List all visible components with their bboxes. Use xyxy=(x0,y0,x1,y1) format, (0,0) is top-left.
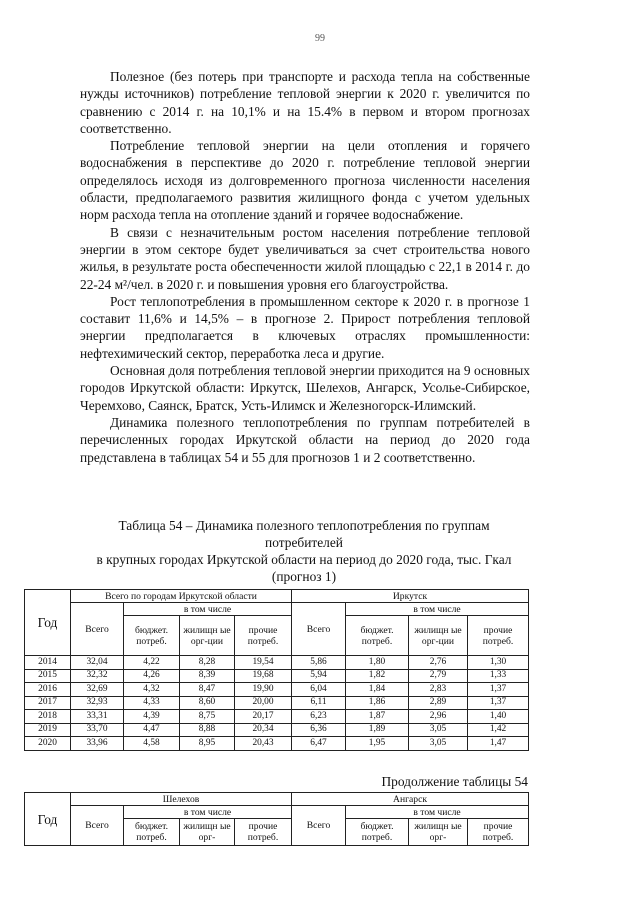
cell-value: 2,89 xyxy=(409,696,468,710)
cell-value: 4,26 xyxy=(124,669,180,683)
paragraph-5: Основная доля потребления тепловой энергии приходится на 9 основных городов Иркутской области: Иркутск, Шелехов, Ангарск, Усолье-Сибирское, Черемхово, Саянск, Братск, Усть-Илимск и Железногорск-Илимский. xyxy=(80,363,530,413)
cell-value: 32,04 xyxy=(71,656,124,670)
cell-value: 8,95 xyxy=(180,737,235,751)
cell-value: 2,96 xyxy=(409,710,468,724)
table-row xyxy=(25,683,529,697)
header-budget: бюджет. потреб. xyxy=(124,819,180,846)
cell-value: 1,80 xyxy=(346,656,409,670)
cell-value: 32,32 xyxy=(71,669,124,683)
header-budget: бюджет. потреб. xyxy=(346,819,409,846)
cell-value: 5,94 xyxy=(292,669,346,683)
cell-value: 8,75 xyxy=(180,710,235,724)
table-row xyxy=(25,656,529,670)
paragraph-1: Полезное (без потерь при транспорте и расхода тепла на собственные нужды источников) потребление тепловой энергии к 2020 г. увеличится по сравнению с 2014 г. на 10,1% и на 15.4% в первом и втором прогнозах соответственно. xyxy=(80,69,530,136)
table-caption-line-1: Таблица 54 – Динамика полезного теплопотребления по группам потребителей xyxy=(118,518,490,550)
cell-value: 6,04 xyxy=(292,683,346,697)
header-incl: в том числе xyxy=(124,603,292,616)
cell-value: 8,88 xyxy=(180,723,235,737)
header-housing: жилищн ые орг-ции xyxy=(180,616,235,656)
cell-value: 20,00 xyxy=(235,696,292,710)
header-housing: жилищн ые орг-ции xyxy=(409,616,468,656)
cell-value: 4,32 xyxy=(124,683,180,697)
cell-value: 33,96 xyxy=(71,737,124,751)
body-text xyxy=(80,68,530,466)
header-incl: в том числе xyxy=(346,806,529,819)
header-incl: в том числе xyxy=(124,806,292,819)
cell-value: 1,82 xyxy=(346,669,409,683)
header-other: прочие потреб. xyxy=(235,819,292,846)
paragraph-3: В связи с незначительным ростом населения потребление тепловой энергии в этом секторе будет увеличиваться за счет строительства нового жилья, в результате роста обеспеченности жилой площадью с 22,1 в 2014 г. до 22-24 м²/чел. в 2020 г. и повышения уровня его благоустройства. xyxy=(80,224,530,292)
paragraph-2: Потребление тепловой энергии на цели отопления и горячего водоснабжения в перспективе до 2020 г. потребление тепловой энергии определялось исходя из долговременного прогноза численности населения области, предполагаемого развития жилищного фонда с учетом удельных норм расхода тепла на отопление зданий и горячее водоснабжение. xyxy=(80,138,530,223)
cell-value: 4,33 xyxy=(124,696,180,710)
cell-value: 20,34 xyxy=(235,723,292,737)
cell-value: 1,47 xyxy=(468,737,529,751)
cell-year: 2015 xyxy=(25,669,71,683)
cell-value: 19,54 xyxy=(235,656,292,670)
cell-value: 32,93 xyxy=(71,696,124,710)
table-row xyxy=(25,669,529,683)
cell-value: 2,83 xyxy=(409,683,468,697)
cell-value: 4,39 xyxy=(124,710,180,724)
cell-value: 6,23 xyxy=(292,710,346,724)
paragraph-6: Динамика полезного теплопотребления по группам потребителей в перечисленных городах Иркутской области на период до 2020 года представлена в таблицах 54 и 55 для прогнозов 1 и 2 соответственно. xyxy=(80,414,530,465)
cell-value: 8,60 xyxy=(180,696,235,710)
table-54 xyxy=(24,589,529,751)
cell-value: 2,76 xyxy=(409,656,468,670)
cell-value: 1,37 xyxy=(468,683,529,697)
header-incl: в том числе xyxy=(346,603,529,616)
continuation-label: Продолжение таблицы 54 xyxy=(381,774,528,789)
table-row xyxy=(25,696,529,710)
header-total: Всего xyxy=(71,806,124,846)
table-row xyxy=(25,737,529,751)
table-row xyxy=(25,710,529,724)
cell-value: 20,43 xyxy=(235,737,292,751)
header-group-irkutsk: Иркутск xyxy=(292,590,529,603)
header-other: прочие потреб. xyxy=(468,616,529,656)
cell-year: 2014 xyxy=(25,656,71,670)
header-group-shelekhov: Шелехов xyxy=(71,793,292,806)
page-number: 99 xyxy=(315,33,325,44)
cell-value: 1,87 xyxy=(346,710,409,724)
header-budget: бюджет. потреб. xyxy=(124,616,180,656)
header-other: прочие потреб. xyxy=(235,616,292,656)
cell-value: 4,47 xyxy=(124,723,180,737)
cell-value: 1,33 xyxy=(468,669,529,683)
cell-value: 1,89 xyxy=(346,723,409,737)
cell-value: 32,69 xyxy=(71,683,124,697)
cell-year: 2016 xyxy=(25,683,71,697)
header-total: Всего xyxy=(71,603,124,656)
cell-value: 8,47 xyxy=(180,683,235,697)
cell-year: 2017 xyxy=(25,696,71,710)
cell-value: 1,42 xyxy=(468,723,529,737)
cell-value: 1,40 xyxy=(468,710,529,724)
table-row xyxy=(25,723,529,737)
cell-value: 1,95 xyxy=(346,737,409,751)
cell-value: 33,31 xyxy=(71,710,124,724)
header-group-angarsk: Ангарск xyxy=(292,793,529,806)
cell-value: 4,58 xyxy=(124,737,180,751)
cell-value: 6,36 xyxy=(292,723,346,737)
header-housing: жилищн ые орг- xyxy=(180,819,235,846)
cell-year: 2019 xyxy=(25,723,71,737)
cell-value: 1,84 xyxy=(346,683,409,697)
header-total: Всего xyxy=(292,603,346,656)
cell-value: 8,39 xyxy=(180,669,235,683)
cell-value: 19,68 xyxy=(235,669,292,683)
table-caption xyxy=(78,517,530,585)
header-housing: жилищн ые орг- xyxy=(409,819,468,846)
header-other: прочие потреб. xyxy=(468,819,529,846)
cell-year: 2018 xyxy=(25,710,71,724)
table-54-continuation xyxy=(24,792,529,846)
cell-value: 2,79 xyxy=(409,669,468,683)
header-group-all-cities: Всего по городам Иркутской области xyxy=(71,590,292,603)
header-year: Год xyxy=(25,793,71,846)
cell-value: 1,30 xyxy=(468,656,529,670)
table-caption-line-2: в крупных городах Иркутской области на период до 2020 года, тыс. Гкал xyxy=(96,552,512,567)
header-budget: бюджет. потреб. xyxy=(346,616,409,656)
cell-value: 1,86 xyxy=(346,696,409,710)
cell-value: 6,47 xyxy=(292,737,346,751)
header-year: Год xyxy=(25,590,71,656)
cell-value: 8,28 xyxy=(180,656,235,670)
cell-value: 33,70 xyxy=(71,723,124,737)
cell-value: 19,90 xyxy=(235,683,292,697)
table-54-body xyxy=(25,656,529,751)
cell-value: 3,05 xyxy=(409,723,468,737)
cell-year: 2020 xyxy=(25,737,71,751)
cell-value: 1,37 xyxy=(468,696,529,710)
header-total: Всего xyxy=(292,806,346,846)
cell-value: 4,22 xyxy=(124,656,180,670)
cell-value: 20,17 xyxy=(235,710,292,724)
paragraph-4: Рост теплопотребления в промышленном секторе к 2020 г. в прогнозе 1 составит 11,6% и 14,5% – в прогнозе 2. Прирост потребления тепловой энергии предполагается в ключевых отраслях промышленности: нефтехимический сектор, переработка леса и другие. xyxy=(80,293,530,361)
cell-value: 5,86 xyxy=(292,656,346,670)
cell-value: 3,05 xyxy=(409,737,468,751)
cell-value: 6,11 xyxy=(292,696,346,710)
table-caption-line-3: (прогноз 1) xyxy=(271,569,337,584)
